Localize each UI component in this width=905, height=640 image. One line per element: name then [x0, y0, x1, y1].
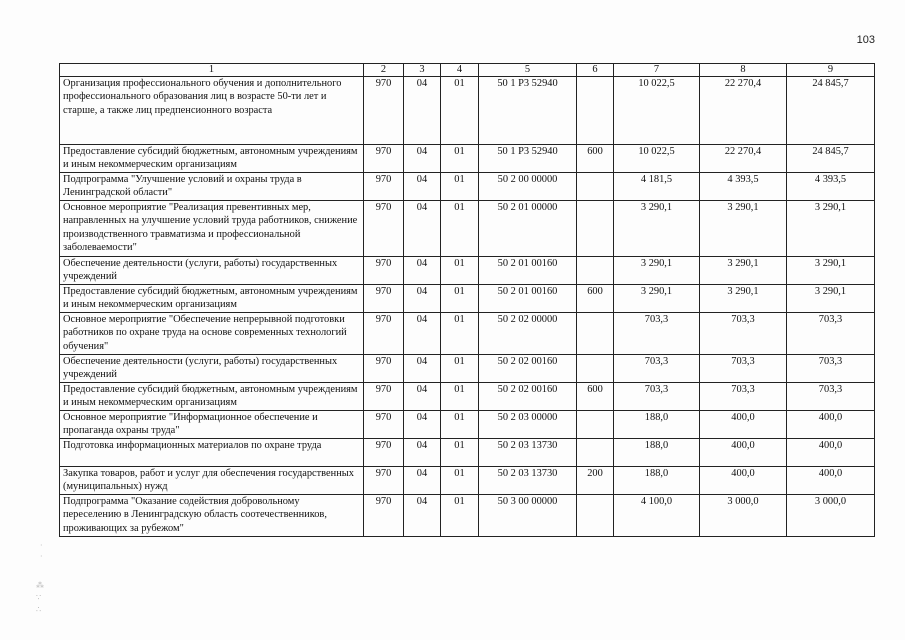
expense-type-cell: 200 — [577, 467, 614, 495]
subsection-code-cell: 01 — [441, 383, 479, 411]
ministry-code-cell: 970 — [364, 467, 404, 495]
subsection-code-cell: 01 — [441, 77, 479, 145]
amount-year3-cell: 400,0 — [787, 467, 875, 495]
column-header-3: 3 — [404, 64, 441, 77]
amount-year2-cell: 703,3 — [700, 313, 787, 355]
table-header — [60, 64, 875, 77]
ministry-code-cell: 970 — [364, 145, 404, 173]
target-article-cell: 50 1 P3 52940 — [479, 77, 577, 145]
amount-year1-cell: 10 022,5 — [614, 77, 700, 145]
expense-type-cell — [577, 355, 614, 383]
column-header-2: 2 — [364, 64, 404, 77]
subsection-code-cell: 01 — [441, 439, 479, 467]
amount-year3-cell: 400,0 — [787, 411, 875, 439]
ministry-code-cell: 970 — [364, 495, 404, 537]
subsection-code-cell: 01 — [441, 257, 479, 285]
scan-artifact-dots: · · — [40, 541, 43, 562]
section-code-cell: 04 — [404, 383, 441, 411]
column-header-5: 5 — [479, 64, 577, 77]
row-name-cell: Подпрограмма "Оказание содействия добровольному переселению в Ленинградскую область соотечественников, проживающих за рубежом" — [60, 495, 364, 537]
ministry-code-cell: 970 — [364, 355, 404, 383]
ministry-code-cell: 970 — [364, 77, 404, 145]
subsection-code-cell: 01 — [441, 201, 479, 257]
expense-type-cell — [577, 77, 614, 145]
target-article-cell: 50 2 01 00160 — [479, 285, 577, 313]
section-code-cell: 04 — [404, 439, 441, 467]
subsection-code-cell: 01 — [441, 467, 479, 495]
section-code-cell: 04 — [404, 145, 441, 173]
amount-year2-cell: 3 290,1 — [700, 201, 787, 257]
amount-year2-cell: 703,3 — [700, 355, 787, 383]
section-code-cell: 04 — [404, 313, 441, 355]
row-name-cell: Основное мероприятие "Реализация превентивных мер, направленных на улучшение условий труда работников, снижение производственного травматизма и профессиональной заболеваемости" — [60, 201, 364, 257]
section-code-cell: 04 — [404, 495, 441, 537]
expense-type-cell — [577, 313, 614, 355]
ministry-code-cell: 970 — [364, 439, 404, 467]
section-code-cell: 04 — [404, 201, 441, 257]
row-name-cell: Предоставление субсидий бюджетным, автономным учреждениям и иным некоммерческим организациям — [60, 285, 364, 313]
target-article-cell: 50 2 00 00000 — [479, 173, 577, 201]
column-header-1: 1 — [60, 64, 364, 77]
target-article-cell: 50 2 02 00160 — [479, 383, 577, 411]
target-article-cell: 50 2 02 00000 — [479, 313, 577, 355]
amount-year1-cell: 3 290,1 — [614, 201, 700, 257]
amount-year3-cell: 3 290,1 — [787, 257, 875, 285]
column-header-9: 9 — [787, 64, 875, 77]
row-name-cell: Обеспечение деятельности (услуги, работы) государственных учреждений — [60, 355, 364, 383]
section-code-cell: 04 — [404, 173, 441, 201]
target-article-cell: 50 2 01 00000 — [479, 201, 577, 257]
target-article-cell: 50 2 03 00000 — [479, 411, 577, 439]
amount-year1-cell: 188,0 — [614, 411, 700, 439]
section-code-cell: 04 — [404, 285, 441, 313]
ministry-code-cell: 970 — [364, 383, 404, 411]
expense-type-cell — [577, 201, 614, 257]
ministry-code-cell: 970 — [364, 285, 404, 313]
scan-artifact-marks: ⁂ ∵ ∴ — [36, 581, 44, 614]
expense-type-cell — [577, 495, 614, 537]
expense-type-cell — [577, 257, 614, 285]
table-row — [60, 439, 875, 467]
amount-year1-cell: 703,3 — [614, 383, 700, 411]
column-header-8: 8 — [700, 64, 787, 77]
table-row — [60, 285, 875, 313]
amount-year3-cell: 703,3 — [787, 383, 875, 411]
section-code-cell: 04 — [404, 355, 441, 383]
expense-type-cell — [577, 173, 614, 201]
amount-year3-cell: 703,3 — [787, 355, 875, 383]
table-row — [60, 355, 875, 383]
amount-year3-cell: 703,3 — [787, 313, 875, 355]
subsection-code-cell: 01 — [441, 495, 479, 537]
table-row — [60, 77, 875, 145]
target-article-cell: 50 3 00 00000 — [479, 495, 577, 537]
table-row — [60, 313, 875, 355]
expense-type-cell: 600 — [577, 145, 614, 173]
section-code-cell: 04 — [404, 467, 441, 495]
table-row — [60, 201, 875, 257]
amount-year3-cell: 24 845,7 — [787, 145, 875, 173]
header-row — [60, 64, 875, 77]
amount-year2-cell: 703,3 — [700, 383, 787, 411]
expense-type-cell: 600 — [577, 285, 614, 313]
subsection-code-cell: 01 — [441, 173, 479, 201]
expense-type-cell: 600 — [577, 383, 614, 411]
amount-year1-cell: 10 022,5 — [614, 145, 700, 173]
row-name-cell: Предоставление субсидий бюджетным, автономным учреждениям и иным некоммерческим организациям — [60, 383, 364, 411]
amount-year1-cell: 4 181,5 — [614, 173, 700, 201]
amount-year3-cell: 24 845,7 — [787, 77, 875, 145]
amount-year2-cell: 4 393,5 — [700, 173, 787, 201]
row-name-cell: Подпрограмма "Улучшение условий и охраны труда в Ленинградской области" — [60, 173, 364, 201]
amount-year2-cell: 3 000,0 — [700, 495, 787, 537]
budget-table — [59, 63, 875, 537]
table-row — [60, 145, 875, 173]
column-header-7: 7 — [614, 64, 700, 77]
amount-year2-cell: 400,0 — [700, 411, 787, 439]
ministry-code-cell: 970 — [364, 201, 404, 257]
amount-year1-cell: 703,3 — [614, 313, 700, 355]
row-name-cell: Подготовка информационных материалов по охране труда — [60, 439, 364, 467]
column-header-4: 4 — [441, 64, 479, 77]
amount-year2-cell: 22 270,4 — [700, 77, 787, 145]
ministry-code-cell: 970 — [364, 257, 404, 285]
section-code-cell: 04 — [404, 411, 441, 439]
amount-year1-cell: 3 290,1 — [614, 257, 700, 285]
amount-year3-cell: 3 290,1 — [787, 285, 875, 313]
table-row — [60, 173, 875, 201]
amount-year2-cell: 3 290,1 — [700, 285, 787, 313]
subsection-code-cell: 01 — [441, 411, 479, 439]
column-header-6: 6 — [577, 64, 614, 77]
table-row — [60, 411, 875, 439]
target-article-cell: 50 2 02 00160 — [479, 355, 577, 383]
ministry-code-cell: 970 — [364, 173, 404, 201]
ministry-code-cell: 970 — [364, 411, 404, 439]
row-name-cell: Основное мероприятие "Обеспечение непрерывной подготовки работников по охране труда на основе современных технологий обучения" — [60, 313, 364, 355]
target-article-cell: 50 2 01 00160 — [479, 257, 577, 285]
amount-year3-cell: 3 290,1 — [787, 201, 875, 257]
target-article-cell: 50 1 P3 52940 — [479, 145, 577, 173]
expense-type-cell — [577, 411, 614, 439]
table-row — [60, 495, 875, 537]
section-code-cell: 04 — [404, 77, 441, 145]
amount-year3-cell: 3 000,0 — [787, 495, 875, 537]
row-name-cell: Закупка товаров, работ и услуг для обеспечения государственных (муниципальных) нужд — [60, 467, 364, 495]
ministry-code-cell: 970 — [364, 313, 404, 355]
target-article-cell: 50 2 03 13730 — [479, 439, 577, 467]
section-code-cell: 04 — [404, 257, 441, 285]
amount-year3-cell: 4 393,5 — [787, 173, 875, 201]
row-name-cell: Обеспечение деятельности (услуги, работы) государственных учреждений — [60, 257, 364, 285]
table-row — [60, 257, 875, 285]
table-row — [60, 467, 875, 495]
subsection-code-cell: 01 — [441, 355, 479, 383]
amount-year1-cell: 188,0 — [614, 467, 700, 495]
amount-year1-cell: 703,3 — [614, 355, 700, 383]
amount-year2-cell: 22 270,4 — [700, 145, 787, 173]
subsection-code-cell: 01 — [441, 285, 479, 313]
amount-year3-cell: 400,0 — [787, 439, 875, 467]
amount-year1-cell: 3 290,1 — [614, 285, 700, 313]
amount-year2-cell: 400,0 — [700, 439, 787, 467]
row-name-cell: Основное мероприятие "Информационное обеспечение и пропаганда охраны труда" — [60, 411, 364, 439]
subsection-code-cell: 01 — [441, 145, 479, 173]
target-article-cell: 50 2 03 13730 — [479, 467, 577, 495]
table-row — [60, 383, 875, 411]
page-number: 103 — [856, 34, 875, 46]
amount-year2-cell: 3 290,1 — [700, 257, 787, 285]
expense-type-cell — [577, 439, 614, 467]
row-name-cell: Предоставление субсидий бюджетным, автономным учреждениям и иным некоммерческим организациям — [60, 145, 364, 173]
row-name-cell: Организация профессионального обучения и дополнительного профессионального образования лиц в возрасте 50-ти лет и старше, а также лиц предпенсионного возраста — [60, 77, 364, 145]
amount-year1-cell: 4 100,0 — [614, 495, 700, 537]
subsection-code-cell: 01 — [441, 313, 479, 355]
amount-year1-cell: 188,0 — [614, 439, 700, 467]
amount-year2-cell: 400,0 — [700, 467, 787, 495]
table-body — [60, 77, 875, 537]
